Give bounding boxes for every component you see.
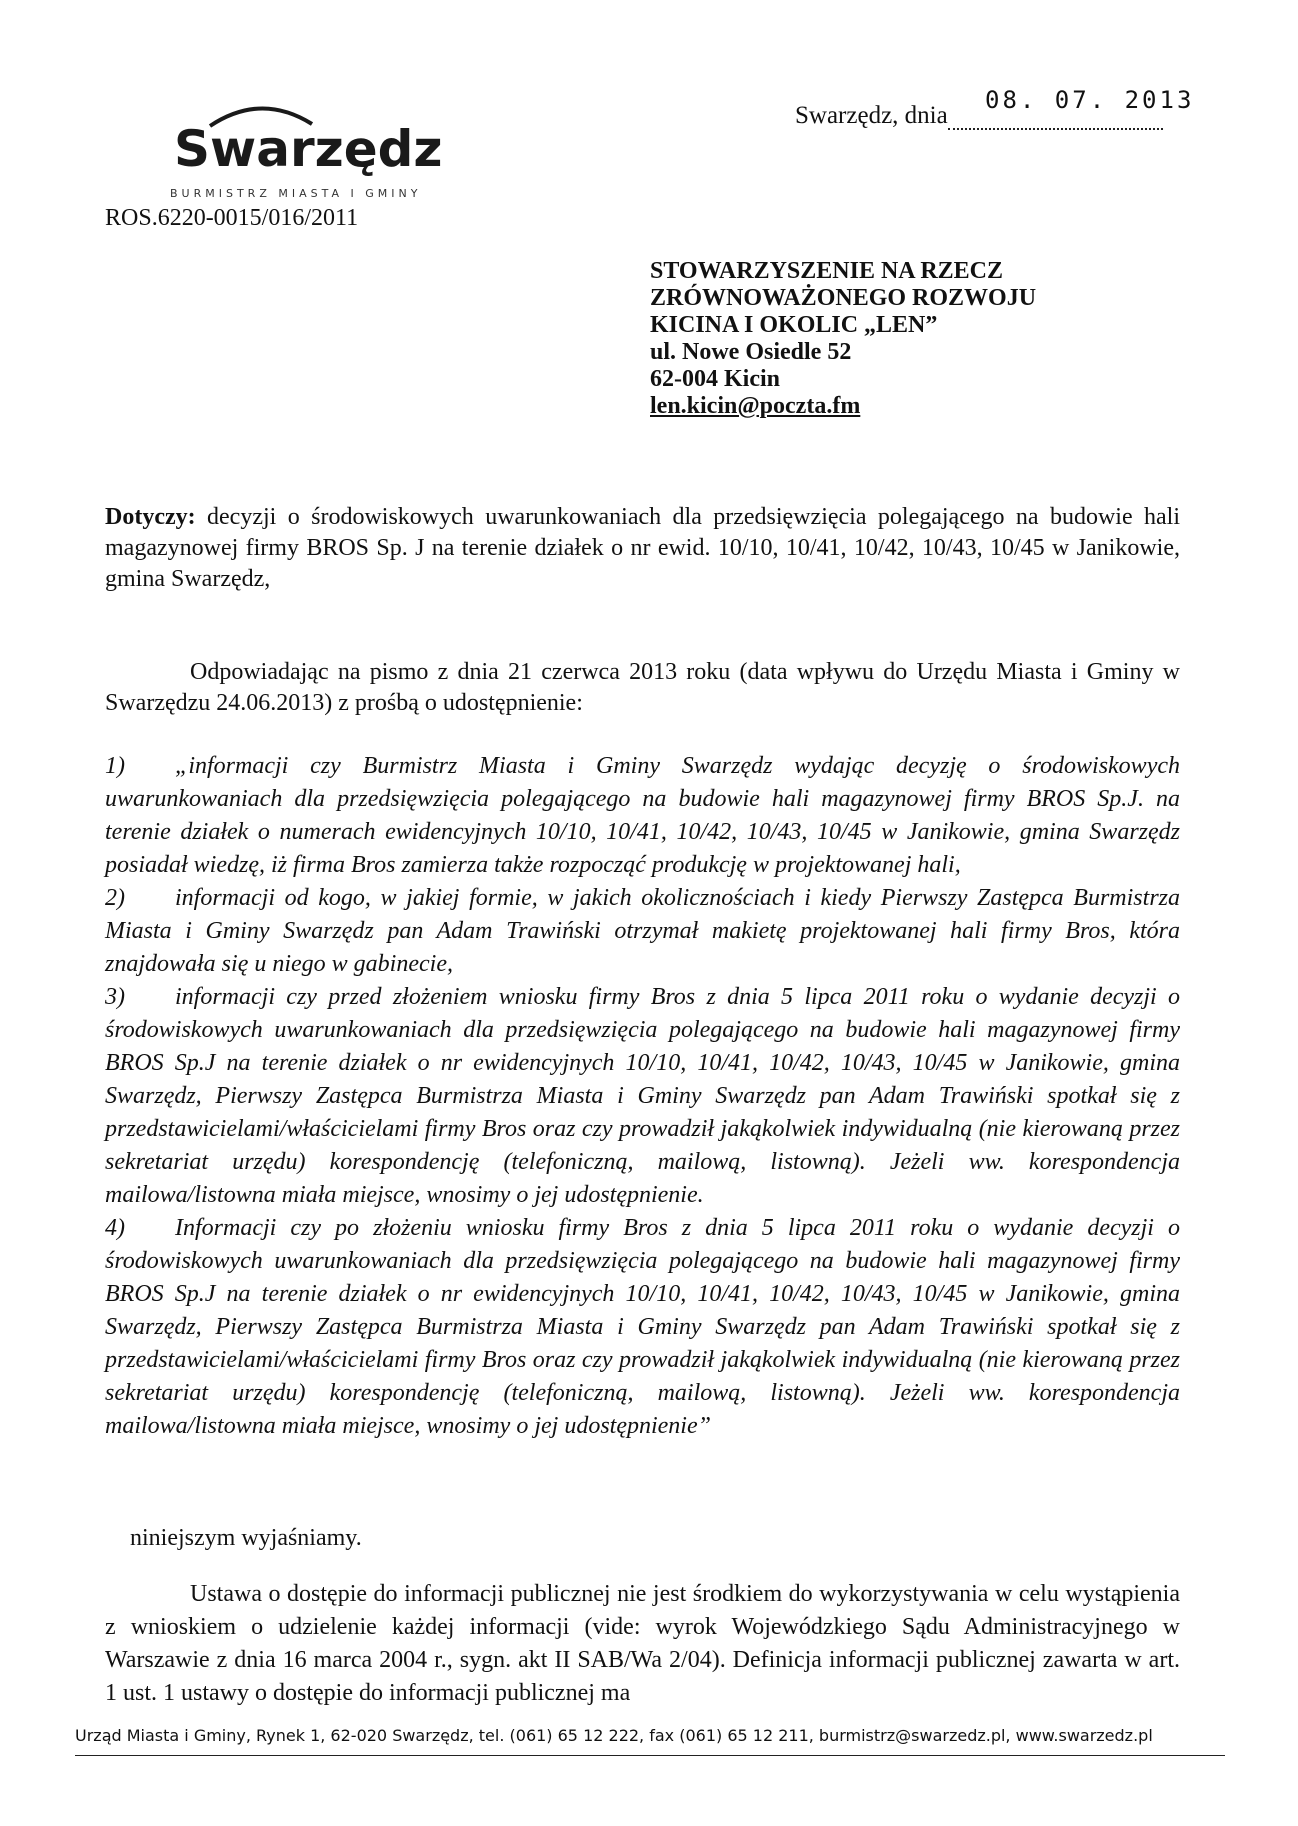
- footer-contact: Urząd Miasta i Gminy, Rynek 1, 62-020 Swarzędz, tel. (061) 65 12 222, fax (061) 65 12 211, burmistrz@swarzedz.pl, www.swarzedz.pl: [75, 1726, 1153, 1745]
- list-item-text: Informacji czy po złożeniu wniosku firmy Bros z dnia 5 lipca 2011 roku o wydanie decyzji o środowiskowych uwarunkowaniach dla przedsięwzięcia polegającego na budowie hali magazynowej firmy BROS Sp.J na terenie działek o nr ewidencyjnych 10/10, 10/41, 10/42, 10/43, 10/45 w Janikowie, gmina Swarzędz, Pierwszy Zastępca Burmistrza Miasta i Gminy Swarzędz pan Adam Trawiński spotkał się z przedstawicielami/właścicielami firmy Bros oraz czy prowadził jakąkolwiek indywidualną (nie kierowaną przez sekretariat urzędu) korespondencję (telefoniczną, mailową, listowną). Jeżeli ww. korespondencja mailowa/listowna miała miejsce, wnosimy o jej udostępnienie”: [105, 1215, 1180, 1439]
- list-item-number: 3): [105, 984, 125, 1010]
- reference-number: ROS.6220-0015/016/2011: [105, 205, 359, 231]
- addressee-line: ZRÓWNOWAŻONEGO ROZWOJU: [650, 285, 1037, 311]
- list-item: [105, 1212, 1180, 1443]
- list-item-number: 2): [105, 885, 125, 911]
- addressee-line: KICINA I OKOLIC „LEN”: [650, 312, 938, 338]
- logo-subtitle: BURMISTRZ MIASTA I GMINY: [170, 187, 422, 200]
- subject-paragraph: [105, 502, 1180, 595]
- addressee-line: 62-004 Kicin: [650, 366, 780, 392]
- addressee-line: STOWARZYSZENIE NA RZECZ: [650, 258, 1004, 284]
- footer-divider: [75, 1755, 1225, 1756]
- date-label: Swarzędz, dnia: [795, 102, 948, 129]
- subject-text: decyzji o środowiskowych uwarunkowaniach dla przedsięwzięcia polegającego na budowie hali magazynowej firmy BROS Sp. J na terenie działek o nr ewid. 10/10, 10/41, 10/42, 10/43, 10/45 w Janikowie, gmina Swarzędz,: [105, 504, 1181, 592]
- date-value: 08. 07. 2013: [985, 86, 1195, 114]
- explanation-paragraph: Ustawa o dostępie do informacji publicznej nie jest środkiem do wykorzystywania w celu wystąpienia z wnioskiem o udzielenie każdej informacji (vide: wyrok Wojewódzkiego Sądu Administracyjnego w Warszawie z dnia 16 marca 2004 r., sygn. akt II SAB/Wa 2/04). Definicja informacji publicznej zawarta w art. 1 ust. 1 ustawy o dostępie do informacji publicznej ma: [105, 1581, 1180, 1706]
- list-item-text: „informacji czy Burmistrz Miasta i Gminy Swarzędz wydając decyzję o środowiskowych uwarunkowaniach dla przedsięwzięcia polegającego na budowie hali magazynowej firmy BROS Sp.J. na terenie działek o numerach ewidencyjnych 10/10, 10/41, 10/42, 10/43, 10/45 w Janikowie, gmina Swarzędz posiadał wiedzę, iż firma Bros zamierza także rozpocząć produkcję w projektowanej hali,: [105, 753, 1180, 878]
- list-item: [105, 981, 1180, 1212]
- list-item-text: informacji czy przed złożeniem wniosku firmy Bros z dnia 5 lipca 2011 roku o wydanie decyzji o środowiskowych uwarunkowaniach dla przedsięwzięcia polegającego na budowie hali magazynowej firmy BROS Sp.J na terenie działek o nr ewidencyjnych 10/10, 10/41, 10/42, 10/43, 10/45 w Janikowie, gmina Swarzędz, Pierwszy Zastępca Burmistrza Miasta i Gminy Swarzędz pan Adam Trawiński spotkał się z przedstawicielami/właścicielami firmy Bros oraz czy prowadził jakąkolwiek indywidualną (nie kierowaną przez sekretariat urzędu) korespondencję (telefoniczną, mailową, listowną). Jeżeli ww. korespondencja mailowa/listowna miała miejsce, wnosimy o jej udostępnienie.: [105, 984, 1180, 1208]
- closing-sentence: niniejszym wyjaśniamy.: [130, 1525, 362, 1551]
- list-item-number: 1): [105, 753, 125, 779]
- logo-wordmark: Swarzędz: [174, 120, 443, 178]
- list-item: [105, 882, 1180, 981]
- list-item: [105, 750, 1180, 882]
- addressee-line: ul. Nowe Osiedle 52: [650, 339, 852, 365]
- intro-paragraph: Odpowiadając na pismo z dnia 21 czerwca 2013 roku (data wpływu do Urzędu Miasta i Gminy w Swarzędzu 24.06.2013) z prośbą o udostępnienie:: [105, 659, 1180, 716]
- addressee-email-link[interactable]: len.kicin@poczta.fm: [650, 393, 861, 419]
- list-item-number: 4): [105, 1215, 125, 1241]
- list-item-text: informacji od kogo, w jakiej formie, w jakich okolicznościach i kiedy Pierwszy Zastępca Burmistrza Miasta i Gminy Swarzędz pan Adam Trawiński otrzymał makietę projektowanej hali firmy Bros, która znajdowała się u niego w gabinecie,: [105, 885, 1180, 977]
- quoted-request-list: [105, 750, 1180, 1443]
- addressee-block: [650, 258, 1036, 420]
- subject-label: Dotyczy:: [105, 504, 196, 530]
